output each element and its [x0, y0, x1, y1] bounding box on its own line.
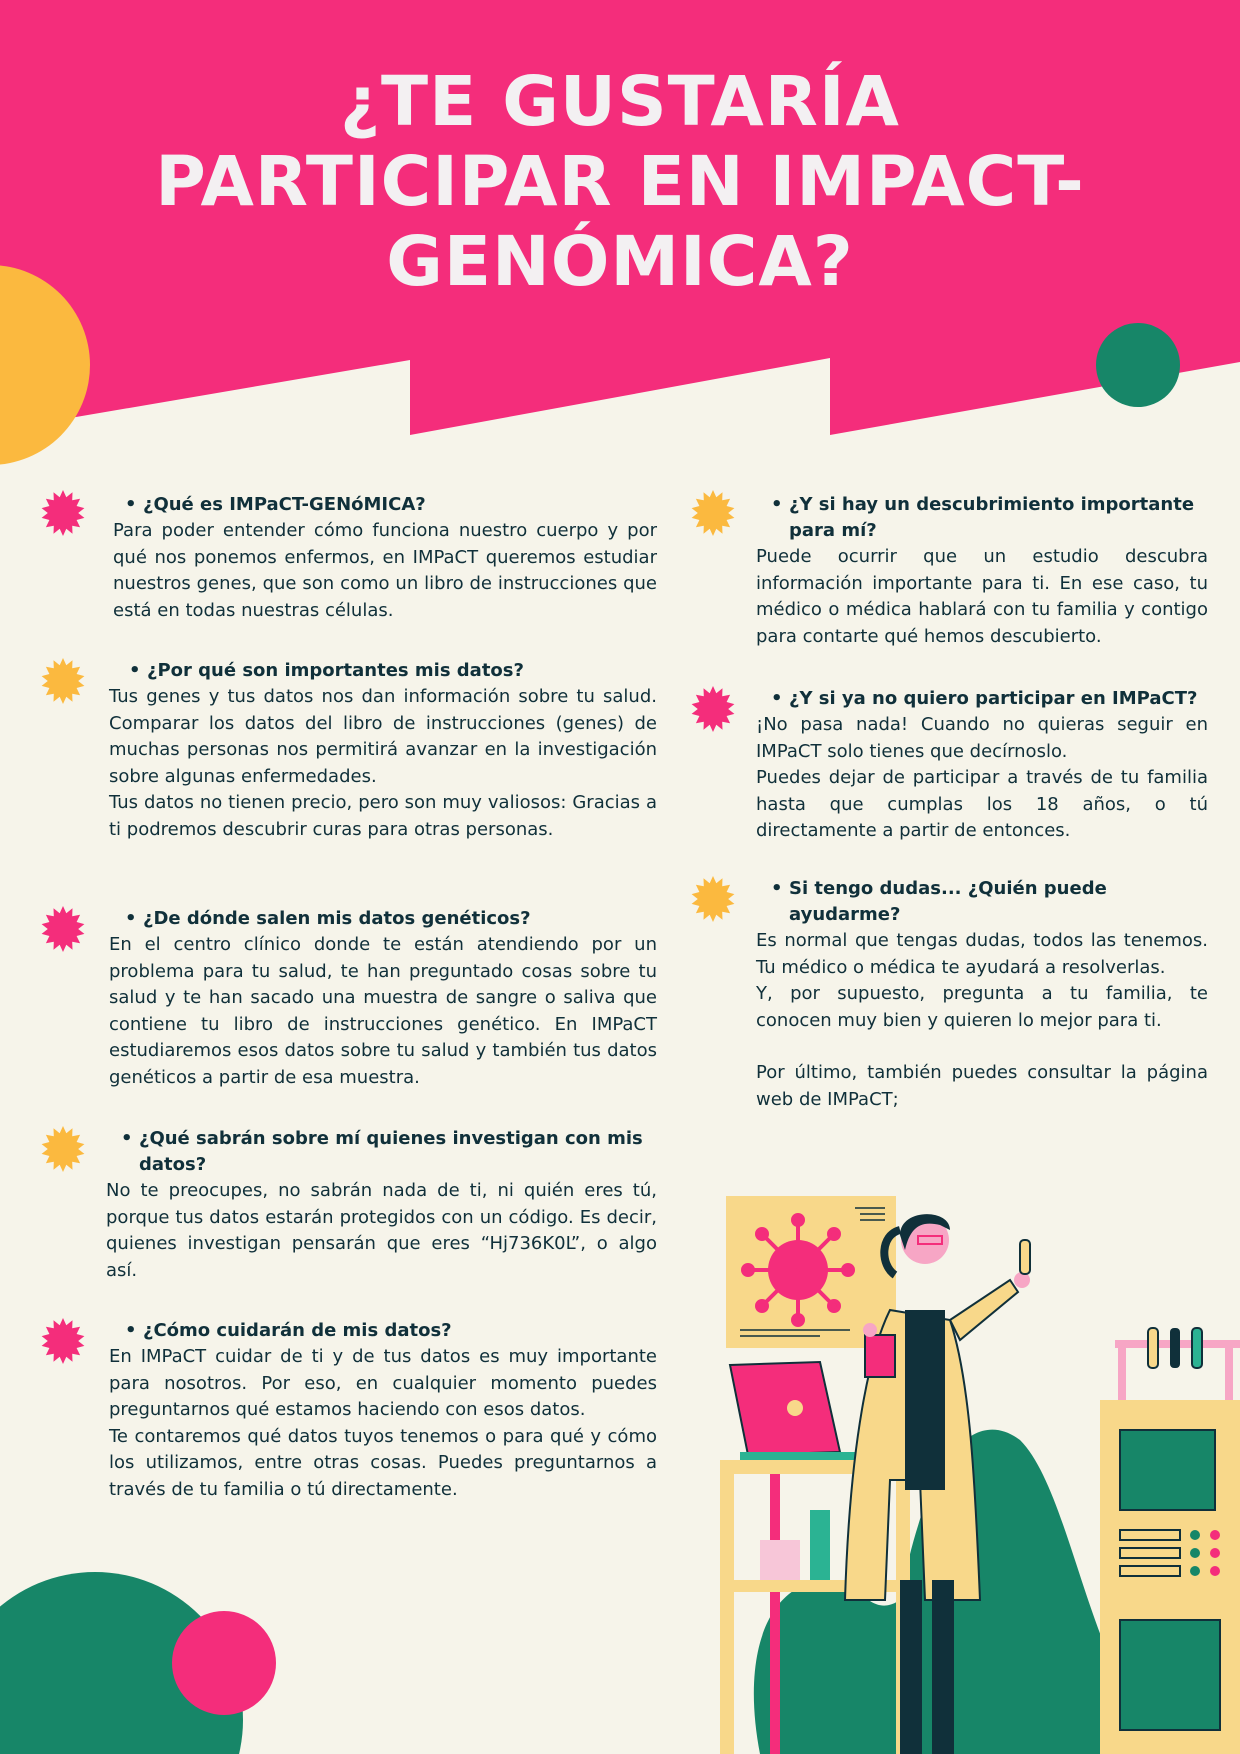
page-title [80, 62, 1160, 302]
green-circle-top-right [1096, 323, 1180, 407]
section-paragraph: Tus genes y tus datos nos dan información sobre tu salud. Comparar los datos del libro de instrucciones (genes) de muchas personas nos permitirá avanzar en la investigación sobre algunas enfermedades. [109, 686, 657, 787]
section-heading: ¿Por qué son importantes mis datos? [147, 660, 524, 681]
section-paragraph [756, 1034, 1208, 1060]
section-que-es: • ¿Qué es IMPaCT-GENóMICA? Para poder entender cómo funciona nuestro cuerpo y por qué nos ponemos enfermos, en IMPaCT queremos estudiar nuestros genes, que son como un libro de instrucciones que está en todas nuestras células. [113, 492, 657, 624]
section-paragraph: No te preocupes, no sabrán nada de ti, ni quién eres tú, porque tus datos estarán protegidos con un código. Es decir, quienes investigan pensarán que eres “Hj736K0L”, o algo así. [106, 1180, 657, 1281]
scientist-lab-illustration [700, 1180, 1240, 1754]
section-paragraph: En el centro clínico donde te están atendiendo por un problema para tu salud, te han preguntado cosas sobre tu salud y te han sacado una muestra de sangre o saliva que contiene tu libro de instrucciones genético. En IMPaCT estudiaremos esos datos sobre tu salud y también tus datos genéticos a partir de esa muestra. [109, 934, 657, 1088]
starburst-icon [40, 490, 86, 536]
section-heading: ¿De dónde salen mis datos genéticos? [143, 908, 531, 929]
section-heading: Si tengo dudas... ¿Quién puede ayudarme? [789, 878, 1107, 925]
section-heading: ¿Cómo cuidarán de mis datos? [143, 1320, 452, 1341]
section-de-donde: • ¿De dónde salen mis datos genéticos? En el centro clínico donde te están atendiendo por un problema para tu salud, te han preguntado cosas sobre tu salud y te han sacado una muestra de sangre o saliva que contiene tu libro de instrucciones genético. En IMPaCT estudiaremos esos datos sobre tu salud y también tus datos genéticos a partir de esa muestra. [109, 906, 657, 1092]
section-paragraph: Puede ocurrir que un estudio descubra información importante para ti. En ese caso, tu médico o médica hablará con tu familia y contigo para contarte qué hemos descubierto. [756, 546, 1208, 647]
section-paragraph: Tus datos no tienen precio, pero son muy valiosos: Gracias a ti podremos descubrir curas para otras personas. [109, 792, 657, 840]
starburst-icon [690, 876, 736, 922]
section-como-cuidaran: • ¿Cómo cuidarán de mis datos? En IMPaCT cuidar de ti y de tus datos es muy importante para nosotros. Por eso, en cualquier momento puedes preguntarnos qué estamos haciendo con esos datos. Te contaremos qué datos tuyos tenemos o para qué y cómo los utilizamos, entre otras cosas. Puedes preguntarnos a través de tu familia o tú directamente. [109, 1318, 657, 1504]
pink-circle-bottom-left [172, 1611, 276, 1715]
title-line-1: ¿TE GUSTARÍA [340, 62, 900, 142]
section-paragraph: ¡No pasa nada! Cuando no quieras seguir en IMPaCT solo tienes que decírnoslo. [756, 714, 1208, 762]
section-paragraph: Puedes dejar de participar a través de tu familia hasta que cumplas los 18 años, o tú directamente a partir de entonces. [756, 767, 1208, 842]
section-heading: ¿Qué sabrán sobre mí quienes investigan con mis datos? [139, 1128, 643, 1175]
starburst-icon [40, 1126, 86, 1172]
starburst-icon [40, 1318, 86, 1364]
section-que-sabran: • ¿Qué sabrán sobre mí quienes investigan con mis datos? No te preocupes, no sabrán nada de ti, ni quién eres tú, porque tus datos estarán protegidos con un código. Es decir, quienes investigan pensarán que eres “Hj736K0L”, o algo así. [106, 1126, 657, 1284]
section-dudas: • Si tengo dudas... ¿Quién puede ayudarme? Es normal que tengas dudas, todos las tenemos. Tu médico o médica te ayudará a resolverlas. Y, por supuesto, pregunta a tu familia, te conocen muy bien y quieren lo mejor para ti. Por último, también puedes consultar la página web de IMPaCT; [756, 876, 1208, 1114]
starburst-icon [40, 658, 86, 704]
starburst-icon [690, 686, 736, 732]
title-line-2: PARTICIPAR EN IMPACT- [155, 142, 1085, 222]
section-paragraph: Para poder entender cómo funciona nuestro cuerpo y por qué nos ponemos enfermos, en IMPaCT queremos estudiar nuestros genes, que son como un libro de instrucciones que está en todas nuestras células. [113, 520, 657, 621]
section-paragraph: Te contaremos qué datos tuyos tenemos o para qué y cómo los utilizamos, entre otras cosas. Puedes preguntarnos a través de tu familia o tú directamente. [109, 1425, 657, 1500]
section-paragraph: Por último, también puedes consultar la página web de IMPaCT; [756, 1062, 1208, 1110]
section-heading: ¿Y si hay un descubrimiento importante para mí? [789, 494, 1195, 541]
title-line-3: GENÓMICA? [386, 222, 854, 302]
section-por-que-importantes: • ¿Por qué son importantes mis datos? Tus genes y tus datos nos dan información sobre tu salud. Comparar los datos del libro de instrucciones (genes) de muchas personas nos permitirá avanzar en la investigación sobre algunas enfermedades. Tus datos no tienen precio, pero son muy valiosos: Gracias a ti podremos descubrir curas para otras personas. [109, 658, 657, 844]
starburst-icon [40, 906, 86, 952]
section-paragraph: Es normal que tengas dudas, todos las tenemos. Tu médico o médica te ayudará a resolverlas. [756, 930, 1208, 978]
starburst-icon [690, 490, 736, 536]
section-descubrimiento: • ¿Y si hay un descubrimiento importante para mí? Puede ocurrir que un estudio descubra información importante para ti. En ese caso, tu médico o médica hablará con tu familia y contigo para contarte qué hemos descubierto. [756, 492, 1208, 650]
section-heading: ¿Qué es IMPaCT-GENóMICA? [143, 494, 426, 515]
section-paragraph: Y, por supuesto, pregunta a tu familia, te conocen muy bien y quieren lo mejor para ti. [756, 983, 1208, 1031]
section-paragraph: En IMPaCT cuidar de ti y de tus datos es muy importante para nosotros. Por eso, en cualquier momento puedes preguntarnos qué estamos haciendo con esos datos. [109, 1346, 657, 1421]
section-heading: ¿Y si ya no quiero participar en IMPaCT? [789, 688, 1198, 709]
section-no-quiero-participar: • ¿Y si ya no quiero participar en IMPaCT? ¡No pasa nada! Cuando no quieras seguir en IMPaCT solo tienes que decírnoslo. Puedes dejar de participar a través de tu familia hasta que cumplas los 18 años, o tú directamente a partir de entonces. [756, 686, 1208, 845]
